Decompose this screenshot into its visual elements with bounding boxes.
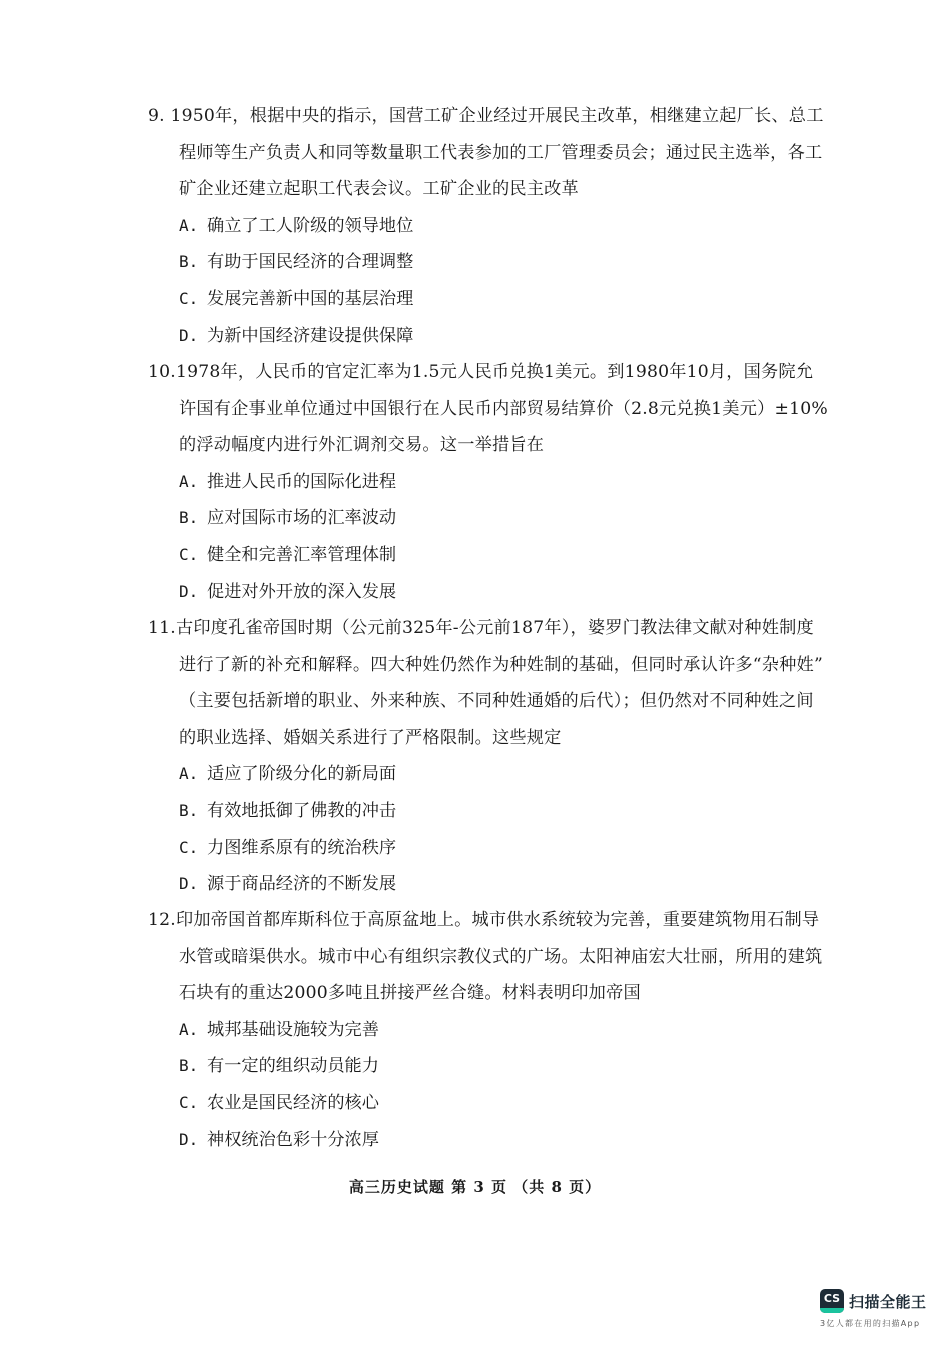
option-d: D. 源于商品经济的不断发展 <box>179 874 397 895</box>
question-12 <box>148 902 860 1158</box>
camscanner-logo-icon: CS <box>820 1289 844 1313</box>
question-stem-line: 进行了新的补充和解释。四大种姓仍然作为种姓制的基础，但同时承认许多“杂种姓” <box>179 654 823 675</box>
option-a: A. 适应了阶级分化的新局面 <box>179 764 397 785</box>
option-c: C. 发展完善新中国的基层治理 <box>179 288 414 309</box>
option-d: D. 促进对外开放的深入发展 <box>179 581 397 602</box>
question-11 <box>148 610 860 903</box>
option-b: B. 有一定的组织动员能力 <box>179 1056 379 1077</box>
question-stem-line: 的职业选择、婚姻关系进行了严格限制。这些规定 <box>179 727 562 748</box>
option-b: B. 有助于国民经济的合理调整 <box>179 252 414 273</box>
question-10 <box>148 354 860 610</box>
option-a: A. 推进人民币的国际化进程 <box>179 471 397 492</box>
question-stem-line: （主要包括新增的职业、外来种族、不同种姓通婚的后代）；但仍然对不同种姓之间 <box>179 691 814 712</box>
option-c: C. 力图维系原有的统治秩序 <box>179 837 397 858</box>
page-footer: 高三历史试题 第 3 页 （共 8 页） <box>348 1178 602 1196</box>
question-stem-line: 水管或暗渠供水。城市中心有组织宗教仪式的广场。太阳神庙宏大壮丽，所用的建筑 <box>179 946 823 967</box>
question-stem-line: 石块有的重达2000多吨且拼接严丝合缝。材料表明印加帝国 <box>179 983 641 1004</box>
question-stem-line: 11.古印度孔雀帝国时期（公元前325年-公元前187年），婆罗门教法律文献对种姓制度 <box>148 610 860 647</box>
question-stem-line: 许国有企事业单位通过中国银行在人民币内部贸易结算价（2.8元兑换1美元）±10% <box>179 398 828 419</box>
option-b: B. 应对国际市场的汇率波动 <box>179 508 397 529</box>
option-a: A. 确立了工人阶级的领导地位 <box>179 215 414 236</box>
question-stem-line: 矿企业还建立起职工代表会议。工矿企业的民主改革 <box>179 179 579 200</box>
question-number: 10. <box>148 362 176 382</box>
watermark-subtitle: 3亿人都在用的扫描App <box>820 1319 921 1328</box>
option-c: C. 农业是国民经济的核心 <box>179 1092 379 1113</box>
option-d: D. 神权统治色彩十分浓厚 <box>179 1129 379 1150</box>
watermark-title: 扫描全能王 <box>849 1292 927 1311</box>
option-a: A. 城邦基础设施较为完善 <box>179 1019 379 1040</box>
question-stem-line: 的浮动幅度内进行外汇调剂交易。这一举措旨在 <box>179 435 545 456</box>
question-stem-line: 12.印加帝国首都库斯科位于高原盆地上。城市供水系统较为完善，重要建筑物用石制导 <box>148 902 860 939</box>
question-stem-line: 程师等生产负责人和同等数量职工代表参加的工厂管理委员会；通过民主选举，各工 <box>179 142 823 163</box>
option-c: C. 健全和完善汇率管理体制 <box>179 544 397 565</box>
question-number: 12. <box>148 910 176 930</box>
camscanner-watermark <box>820 1289 945 1329</box>
question-stem-line: 9. 1950年，根据中央的指示，国营工矿企业经过开展民主改革，相继建立起厂长、总工 <box>148 98 860 135</box>
question-stem-line: 10.1978年，人民币的官定汇率为1.5元人民币兑换1美元。到1980年10月，国务院允 <box>148 354 860 391</box>
question-number: 11. <box>148 618 176 638</box>
option-d: D. 为新中国经济建设提供保障 <box>179 325 414 346</box>
option-b: B. 有效地抵御了佛教的冲击 <box>179 800 397 821</box>
question-9 <box>148 98 860 354</box>
question-number: 9. <box>148 106 165 126</box>
